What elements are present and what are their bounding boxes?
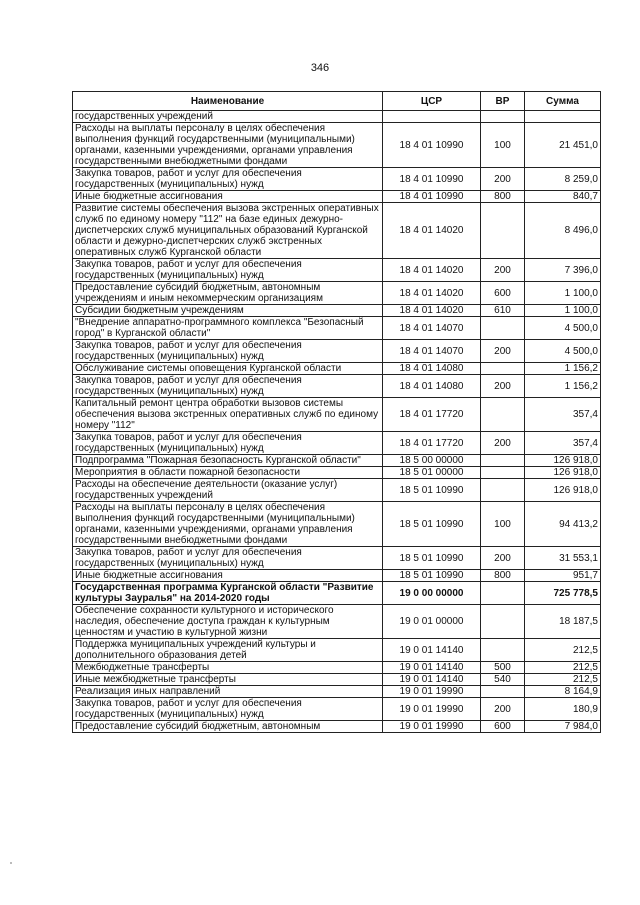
budget-table: [72, 91, 601, 733]
row-sum: 126 918,0: [525, 467, 601, 479]
table-row: [73, 432, 601, 455]
table-row: [73, 317, 601, 340]
row-name: Предоставление субсидий бюджетным, автономным учреждениям и иным некоммерческим организациям: [73, 282, 383, 305]
header-vr: ВР: [481, 92, 525, 111]
row-name: Расходы на обеспечение деятельности (оказание услуг) государственных учреждений: [73, 479, 383, 502]
row-csr: 19 0 01 14140: [383, 639, 481, 662]
row-csr: 19 0 01 14140: [383, 674, 481, 686]
row-csr: [383, 111, 481, 123]
row-name: Закупка товаров, работ и услуг для обеспечения государственных (муниципальных) нужд: [73, 340, 383, 363]
row-sum: 840,7: [525, 191, 601, 203]
row-vr: [481, 398, 525, 432]
table-header-row: [73, 92, 601, 111]
row-csr: 18 5 01 10990: [383, 479, 481, 502]
row-sum: 18 187,5: [525, 605, 601, 639]
row-name: Расходы на выплаты персоналу в целях обеспечения выполнения функций государственными (муниципальными) органами, казенными учреждениями, органами управления государственными внебюджетными фондами: [73, 123, 383, 168]
row-sum: 357,4: [525, 398, 601, 432]
row-sum: [525, 111, 601, 123]
table-row: [73, 203, 601, 259]
row-csr: 19 0 01 00000: [383, 605, 481, 639]
row-vr: 200: [481, 340, 525, 363]
row-name: Капитальный ремонт центра обработки вызовов системы обеспечения вызова экстренных оперативных служб по единому номеру "112": [73, 398, 383, 432]
row-csr: 18 4 01 14020: [383, 203, 481, 259]
row-vr: 600: [481, 282, 525, 305]
row-vr: 600: [481, 721, 525, 733]
row-name: Поддержка муниципальных учреждений культуры и дополнительного образования детей: [73, 639, 383, 662]
table-row: [73, 340, 601, 363]
row-sum: 4 500,0: [525, 317, 601, 340]
row-vr: 200: [481, 375, 525, 398]
table-row: [73, 502, 601, 547]
row-vr: 200: [481, 547, 525, 570]
row-vr: 540: [481, 674, 525, 686]
row-sum: 1 100,0: [525, 305, 601, 317]
table-row: [73, 123, 601, 168]
row-vr: [481, 363, 525, 375]
row-csr: 18 4 01 14020: [383, 282, 481, 305]
header-name: Наименование: [73, 92, 383, 111]
row-sum: 951,7: [525, 570, 601, 582]
row-sum: 1 156,2: [525, 363, 601, 375]
row-name: Предоставление субсидий бюджетным, автономным: [73, 721, 383, 733]
row-csr: 18 4 01 17720: [383, 398, 481, 432]
row-vr: [481, 686, 525, 698]
row-name: Обеспечение сохранности культурного и исторического наследия, обеспечение доступа граждан к культурным ценностям и участию в культурной жизни: [73, 605, 383, 639]
page-number: 346: [310, 62, 330, 74]
row-csr: 18 4 01 10990: [383, 168, 481, 191]
table-row: [73, 698, 601, 721]
row-csr: 18 4 01 14020: [383, 259, 481, 282]
row-sum: 31 553,1: [525, 547, 601, 570]
row-name: Реализация иных направлений: [73, 686, 383, 698]
row-name: Развитие системы обеспечения вызова экстренных оперативных служб по единому номеру "112" на базе единых дежурно-диспетчерских служб муниципальных образований Курганской области и дежурно-диспетчерских служб экстренных оперативных служб Курганской области: [73, 203, 383, 259]
row-vr: 200: [481, 168, 525, 191]
table-row: [73, 582, 601, 605]
table-row: [73, 479, 601, 502]
table-row: [73, 375, 601, 398]
row-csr: 18 4 01 10990: [383, 191, 481, 203]
row-vr: [481, 111, 525, 123]
row-name: Подпрограмма "Пожарная безопасность Курганской области": [73, 455, 383, 467]
row-vr: 200: [481, 432, 525, 455]
row-sum: 21 451,0: [525, 123, 601, 168]
row-csr: 19 0 01 14140: [383, 662, 481, 674]
row-name: Закупка товаров, работ и услуг для обеспечения государственных (муниципальных) нужд: [73, 259, 383, 282]
row-name: Закупка товаров, работ и услуг для обеспечения государственных (муниципальных) нужд: [73, 375, 383, 398]
row-csr: 19 0 01 19990: [383, 698, 481, 721]
table-row: [73, 605, 601, 639]
header-sum: Сумма: [525, 92, 601, 111]
table-row: [73, 259, 601, 282]
table-row: [73, 305, 601, 317]
row-sum: 8 164,9: [525, 686, 601, 698]
row-name: государственных учреждений: [73, 111, 383, 123]
row-sum: 1 100,0: [525, 282, 601, 305]
table-row: [73, 363, 601, 375]
row-vr: 800: [481, 191, 525, 203]
row-name: Государственная программа Курганской области "Развитие культуры Зауралья" на 2014-2020 годы: [73, 582, 383, 605]
row-csr: 18 4 01 14080: [383, 363, 481, 375]
row-sum: 126 918,0: [525, 455, 601, 467]
row-vr: [481, 317, 525, 340]
table-row: [73, 398, 601, 432]
row-name: Субсидии бюджетным учреждениям: [73, 305, 383, 317]
row-csr: 18 4 01 14020: [383, 305, 481, 317]
row-vr: 100: [481, 502, 525, 547]
row-vr: [481, 605, 525, 639]
row-csr: 18 4 01 14070: [383, 340, 481, 363]
table-row: [73, 639, 601, 662]
row-name: Закупка товаров, работ и услуг для обеспечения государственных (муниципальных) нужд: [73, 698, 383, 721]
table-row: [73, 674, 601, 686]
row-name: Расходы на выплаты персоналу в целях обеспечения выполнения функций государственными (муниципальными) органами, казенными учреждениями, органами управления государственными внебюджетными фондами: [73, 502, 383, 547]
row-name: Закупка товаров, работ и услуг для обеспечения государственных (муниципальных) нужд: [73, 547, 383, 570]
row-vr: [481, 639, 525, 662]
row-vr: 800: [481, 570, 525, 582]
row-name: "Внедрение аппаратно-программного комплекса "Безопасный город" в Курганской области": [73, 317, 383, 340]
row-csr: 18 5 01 10990: [383, 502, 481, 547]
table-row: [73, 662, 601, 674]
table-row: [73, 721, 601, 733]
row-sum: 94 413,2: [525, 502, 601, 547]
row-csr: 19 0 01 19990: [383, 721, 481, 733]
row-sum: 126 918,0: [525, 479, 601, 502]
row-sum: 725 778,5: [525, 582, 601, 605]
row-name: Обслуживание системы оповещения Курганской области: [73, 363, 383, 375]
table-row: [73, 111, 601, 123]
row-csr: 18 5 00 00000: [383, 455, 481, 467]
table-row: [73, 191, 601, 203]
row-csr: 18 4 01 14080: [383, 375, 481, 398]
row-name: Иные бюджетные ассигнования: [73, 191, 383, 203]
row-vr: 200: [481, 259, 525, 282]
row-csr: 18 5 01 00000: [383, 467, 481, 479]
row-sum: 212,5: [525, 674, 601, 686]
row-name: Закупка товаров, работ и услуг для обеспечения государственных (муниципальных) нужд: [73, 168, 383, 191]
row-sum: 7 984,0: [525, 721, 601, 733]
row-sum: 8 259,0: [525, 168, 601, 191]
row-vr: [481, 203, 525, 259]
row-sum: 180,9: [525, 698, 601, 721]
row-vr: [481, 467, 525, 479]
row-sum: 7 396,0: [525, 259, 601, 282]
row-csr: 18 4 01 17720: [383, 432, 481, 455]
row-csr: 18 4 01 10990: [383, 123, 481, 168]
row-name: Иные межбюджетные трансферты: [73, 674, 383, 686]
table-row: [73, 467, 601, 479]
row-vr: [481, 479, 525, 502]
row-csr: 19 0 01 19990: [383, 686, 481, 698]
row-sum: 212,5: [525, 639, 601, 662]
row-vr: [481, 455, 525, 467]
table-row: [73, 168, 601, 191]
row-vr: 200: [481, 698, 525, 721]
row-vr: 500: [481, 662, 525, 674]
row-sum: 1 156,2: [525, 375, 601, 398]
row-csr: 19 0 00 00000: [383, 582, 481, 605]
scan-artifact: [10, 862, 12, 864]
row-csr: 18 4 01 14070: [383, 317, 481, 340]
row-sum: 4 500,0: [525, 340, 601, 363]
row-vr: 610: [481, 305, 525, 317]
table-row: [73, 455, 601, 467]
header-csr: ЦСР: [383, 92, 481, 111]
row-csr: 18 5 01 10990: [383, 547, 481, 570]
row-csr: 18 5 01 10990: [383, 570, 481, 582]
row-vr: 100: [481, 123, 525, 168]
table-row: [73, 686, 601, 698]
table-row: [73, 547, 601, 570]
row-sum: 8 496,0: [525, 203, 601, 259]
row-name: Мероприятия в области пожарной безопасности: [73, 467, 383, 479]
row-sum: 212,5: [525, 662, 601, 674]
row-name: Закупка товаров, работ и услуг для обеспечения государственных (муниципальных) нужд: [73, 432, 383, 455]
row-vr: [481, 582, 525, 605]
row-sum: 357,4: [525, 432, 601, 455]
row-name: Иные бюджетные ассигнования: [73, 570, 383, 582]
table-row: [73, 282, 601, 305]
row-name: Межбюджетные трансферты: [73, 662, 383, 674]
table-row: [73, 570, 601, 582]
